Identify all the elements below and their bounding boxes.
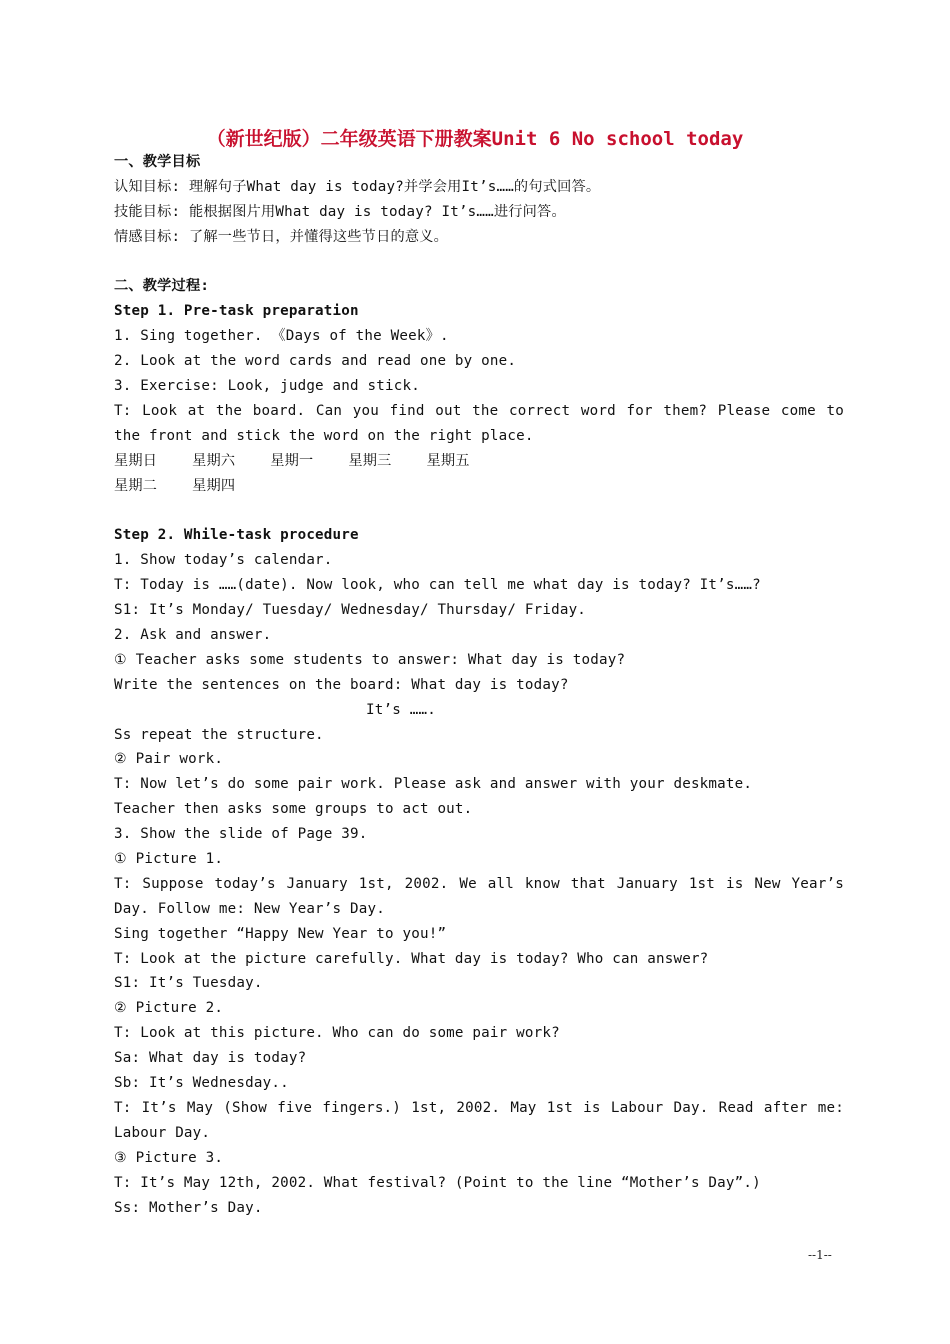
step2-line: ③ Picture 3. — [114, 1149, 224, 1166]
step2-line: ① Teacher asks some students to answer: What day is today? — [114, 651, 626, 668]
step2-line: T: Suppose today’s January 1st, 2002. We all know that January 1st is New Year’s Day. Follow me: New Year’s Day. — [114, 875, 844, 917]
step2-line: It’s ……. — [366, 701, 436, 718]
goal-emotional: 情感目标: 了解一些节日，并懂得这些节日的意义。 — [114, 228, 449, 245]
document-body — [114, 150, 844, 1220]
step2-line: ① Picture 1. — [114, 850, 224, 867]
step2-line: 2. Ask and answer. — [114, 626, 272, 643]
step2-line: Teacher then asks some groups to act out. — [114, 801, 473, 818]
step2-line: T: Look at the picture carefully. What day is today? Who can answer? — [114, 950, 709, 967]
section-heading-process: 二、教学过程: — [114, 278, 210, 295]
weekday-words-row: 星期二 星期四 — [114, 477, 236, 494]
step2-line: T: Today is ……(date). Now look, who can tell me what day is today? It’s……? — [114, 577, 761, 594]
step2-line: Ss repeat the structure. — [114, 726, 324, 743]
step1-line: 2. Look at the word cards and read one by one. — [114, 353, 517, 370]
step2-line: T: It’s May 12th, 2002. What festival? (Point to the line “Mother’s Day”.) — [114, 1174, 761, 1191]
weekday-words-row: 星期日 星期六 星期一 星期三 星期五 — [114, 452, 470, 469]
goal-cognitive: 认知目标: 理解句子What day is today?并学会用It’s……的句式回答。 — [114, 178, 601, 195]
step2-line: ② Picture 2. — [114, 1000, 224, 1017]
step2-line: Sb: It’s Wednesday.. — [114, 1075, 289, 1092]
step2-line: S1: It’s Monday/ Tuesday/ Wednesday/ Thursday/ Friday. — [114, 602, 587, 619]
step2-line: Ss: Mother’s Day. — [114, 1199, 263, 1216]
step2-line: T: Look at this picture. Who can do some pair work? — [114, 1025, 560, 1042]
step2-line: T: Now let’s do some pair work. Please ask and answer with your deskmate. — [114, 776, 753, 793]
step2-line: Sing together “Happy New Year to you!” — [114, 925, 447, 942]
spacer — [114, 250, 844, 275]
spacer — [114, 499, 844, 524]
section-heading-goals: 一、教学目标 — [114, 154, 201, 170]
goal-skill: 技能目标: 能根据图片用What day is today? It’s……进行问答。 — [114, 203, 566, 220]
step1-line: T: Look at the board. Can you find out the correct word for them? Please come to the front and stick the word on the right place. — [114, 402, 844, 444]
step2-line: S1: It’s Tuesday. — [114, 975, 263, 992]
step2-line: 3. Show the slide of Page 39. — [114, 826, 368, 843]
step1-line: 1. Sing together. 《Days of the Week》. — [114, 328, 449, 345]
step1-heading: Step 1. Pre-task preparation — [114, 303, 359, 320]
step2-heading: Step 2. While-task procedure — [114, 527, 359, 544]
step2-line: Write the sentences on the board: What day is today? — [114, 676, 569, 693]
step2-line: 1. Show today’s calendar. — [114, 552, 333, 569]
step2-line: T: It’s May (Show five fingers.) 1st, 2002. May 1st is Labour Day. Read after me: Labour Day. — [114, 1099, 844, 1141]
step2-line: Sa: What day is today? — [114, 1050, 307, 1067]
step2-line: ② Pair work. — [114, 751, 224, 768]
page-number: --1-- — [808, 1248, 832, 1262]
document-title: （新世纪版）二年级英语下册教案Unit 6 No school today — [206, 128, 744, 150]
step1-line: 3. Exercise: Look, judge and stick. — [114, 378, 420, 395]
